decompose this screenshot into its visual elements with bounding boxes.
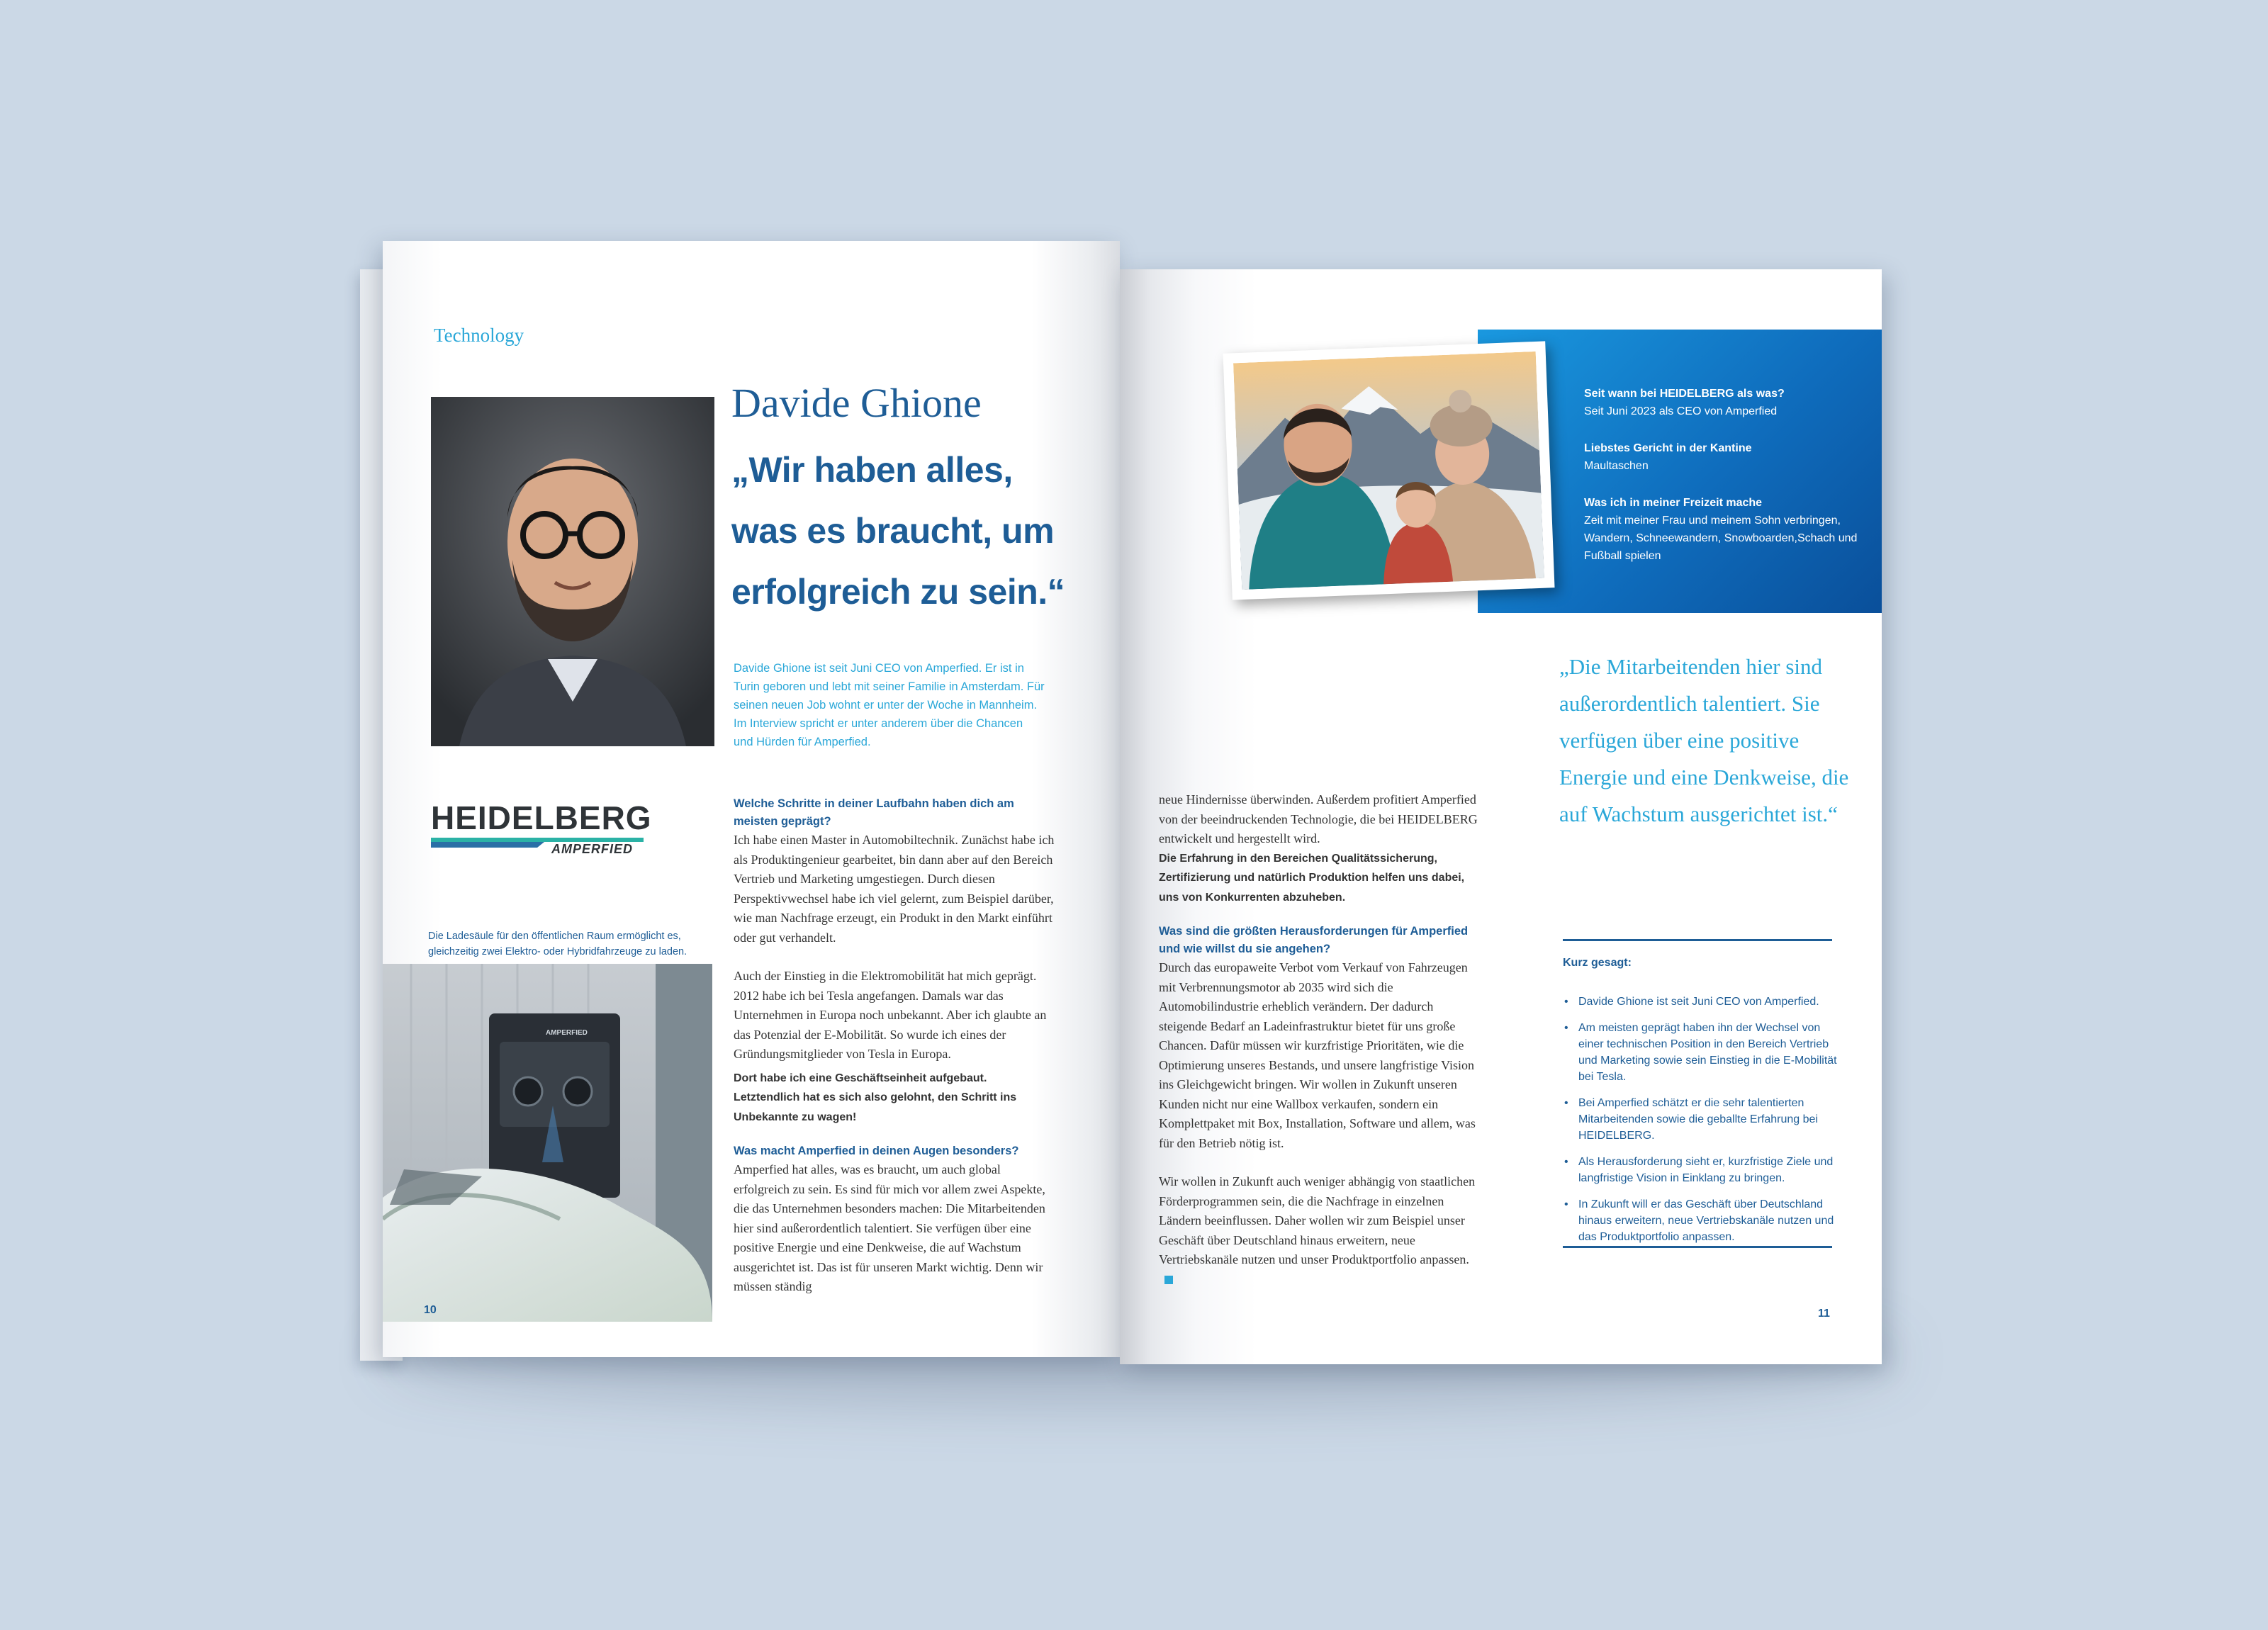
interview-answer: Ich habe einen Master in Automobiltechnik. Zunächst habe ich als Produktingenieur gearbeitet, bin dann aber auf den Bereich Vertrieb und Marketing umgestiegen. Durch diesen Perspektivwechsel habe ich viel gelernt, zum Beispiel darüber, wie man Nachfrage erzeugt, ein Produkt in den Markt einführt oder gut verhandelt. <box>734 833 1055 945</box>
interview-answer: Durch das europaweite Verbot vom Verkauf von Fahrzeugen mit Verbrennungsmotor ab 2035 wird sich die Automobilindustrie erheblich verändern. Der dadurch steigende Bedarf an Ladeinfrastruktur bietet für uns große Chancen. Dafür müssen wir kurzfristige Prioritäten, wie die Optimierung unseres Bestands, und unsere langfristige Vision ins Gleichgewicht bringen. Wir wollen in Zukunft unseren Kunden nicht nur eine Wallbox verkaufen, sondern ein Komplettpaket mit Box, Installation, Software und allem, was für den Betrieb nötig ist. <box>1159 960 1476 1150</box>
interview-column-left <box>734 795 1056 1316</box>
interview-question: Welche Schritte in deiner Laufbahn haben dich am meisten geprägt? <box>734 797 1014 828</box>
portrait-photo <box>431 397 714 746</box>
headline-line: „Wir haben alles, <box>731 450 1013 490</box>
charger-label: AMPERFIED <box>546 1029 588 1037</box>
headline-line: erfolgreich zu sein.“ <box>731 572 1065 612</box>
kurz-rule-bottom <box>1563 1246 1832 1248</box>
interview-question: Was sind die größten Herausforderungen für Amperfied und wie willst du sie angehen? <box>1159 925 1469 955</box>
kurz-item: • Als Herausforderung sieht er, kurzfristige Ziele und langfristige Vision in Einklang zu bringen. <box>1563 1154 1839 1186</box>
interviewee-name: Davide Ghione <box>731 380 982 426</box>
info-label: Seit wann bei HEIDELBERG als was? <box>1584 388 1785 400</box>
info-value: Zeit mit meiner Frau und meinem Sohn verbringen, Wandern, Schneewandern, Snowboarden,Schach und Fußball spielen <box>1584 515 1858 562</box>
left-page <box>383 241 1120 1357</box>
headline-quote <box>731 439 1100 622</box>
intro-text: Davide Ghione ist seit Juni CEO von Amperfied. Er ist in Turin geboren und lebt mit seiner Familie in Amsterdam. Für seinen neuen Job wohnt er unter der Woche in Mannheim. Im Interview spricht er unter anderem über die Chancen und Hürden für Amperfied. <box>734 662 1045 748</box>
page-number-left: 10 <box>424 1304 437 1316</box>
interview-answer: Amperfied hat alles, was es braucht, um auch global erfolgreich zu sein. Es sind für mich vor allem zwei Aspekte, die das Unternehmen besonders machen: Die Mitarbeitenden hier sind außerordentlich talentiert. Sie verfügen über eine positive Energie und eine Denkweise, die auf Wachstum ausgerichtet ist. Das ist für unseren Markt wichtig. Denn wir müssen ständig <box>734 1162 1045 1293</box>
section-label: Technology <box>434 325 524 346</box>
right-page <box>1120 269 1882 1364</box>
interview-answer-bold: Die Erfahrung in den Bereichen Qualitätssicherung, Zertifizierung und natürlich Produktion helfen uns dabei, uns von Konkurrenten abzuheben. <box>1159 852 1465 904</box>
interview-answer: neue Hindernisse überwinden. Außerdem profitiert Amperfied von der beeindruckenden Technologie, die bei HEIDELBERG entwickelt und hergestellt wird. <box>1159 792 1478 845</box>
info-value: Seit Juni 2023 als CEO von Amperfied <box>1584 405 1778 417</box>
page-number-right: 11 <box>1818 1308 1830 1320</box>
kurz-item: • Davide Ghione ist seit Juni CEO von Amperfied. <box>1563 994 1839 1010</box>
photo-caption: Die Ladesäule für den öffentlichen Raum ermöglicht es, gleichzeitig zwei Elektro- oder Hybridfahrzeuge zu laden. <box>428 931 687 957</box>
kurz-item: • In Zukunft will er das Geschäft über Deutschland hinaus erweitern, neue Vertriebskanäle nutzen und das Produktportfolio anpassen. <box>1563 1196 1839 1245</box>
kurz-list <box>1563 994 1839 1255</box>
end-mark <box>1164 1276 1173 1284</box>
info-item <box>1584 439 1868 475</box>
info-label: Was ich in meiner Freizeit mache <box>1584 497 1763 509</box>
kurz-item: • Am meisten geprägt haben ihn der Wechsel von einer technischen Position in den Bereich Vertrieb und Marketing sowie sein Einstieg in die E-Mobilität bei Tesla. <box>1563 1020 1839 1085</box>
family-photo <box>1223 341 1554 600</box>
info-item <box>1584 494 1868 565</box>
info-item <box>1584 385 1868 420</box>
heidelberg-amperfied-logo <box>431 794 651 858</box>
kurz-title: Kurz gesagt: <box>1563 957 1632 969</box>
charger-photo <box>383 964 712 1322</box>
interview-answer-bold: Dort habe ich eine Geschäftseinheit aufgebaut. Letztendlich hat es sich also gelohnt, den Schritt ins Unbekannte zu wagen! <box>734 1072 1017 1123</box>
interview-answer: Wir wollen in Zukunft auch weniger abhängig von staatlichen Förderprogrammen sein, die die Nachfrage in einzelnen Ländern beeinflussen. Daher wollen wir zum Beispiel unser Geschäft über Deutschland hinaus erweitern, neue Vertriebskanäle nutzen und unser Produktportfolio anpassen. <box>1159 1174 1476 1266</box>
pull-quote: „Die Mitarbeitenden hier sind außerordentlich talentiert. Sie verfügen über eine positive Energie und eine Denkweise, die auf Wachstum ausgerichtet ist.“ <box>1559 654 1849 826</box>
info-label: Liebstes Gericht in der Kantine <box>1584 442 1752 454</box>
info-value: Maultaschen <box>1584 460 1649 472</box>
interview-column-right <box>1159 790 1481 1289</box>
headline-line: was es braucht, um <box>731 511 1055 551</box>
interview-answer: Auch der Einstieg in die Elektromobilität hat mich geprägt. 2012 habe ich bei Tesla angefangen. Damals war das Unternehmen in Europa noch unbekannt. Aber ich glaubte an das Potenzial der E-Mobilität. So wurde ich eines der Gründungsmitglieder von Tesla in Europa. <box>734 969 1047 1061</box>
logo-subbrand: AMPERFIED <box>551 842 634 856</box>
kurz-rule-top <box>1563 939 1832 941</box>
logo-wordmark: HEIDELBERG <box>431 799 651 836</box>
interview-question: Was macht Amperfied in deinen Augen besonders? <box>734 1145 1019 1157</box>
kurz-item: • Bei Amperfied schätzt er die sehr talentierten Mitarbeitenden sowie die geballte Erfahrung bei HEIDELBERG. <box>1563 1095 1839 1144</box>
